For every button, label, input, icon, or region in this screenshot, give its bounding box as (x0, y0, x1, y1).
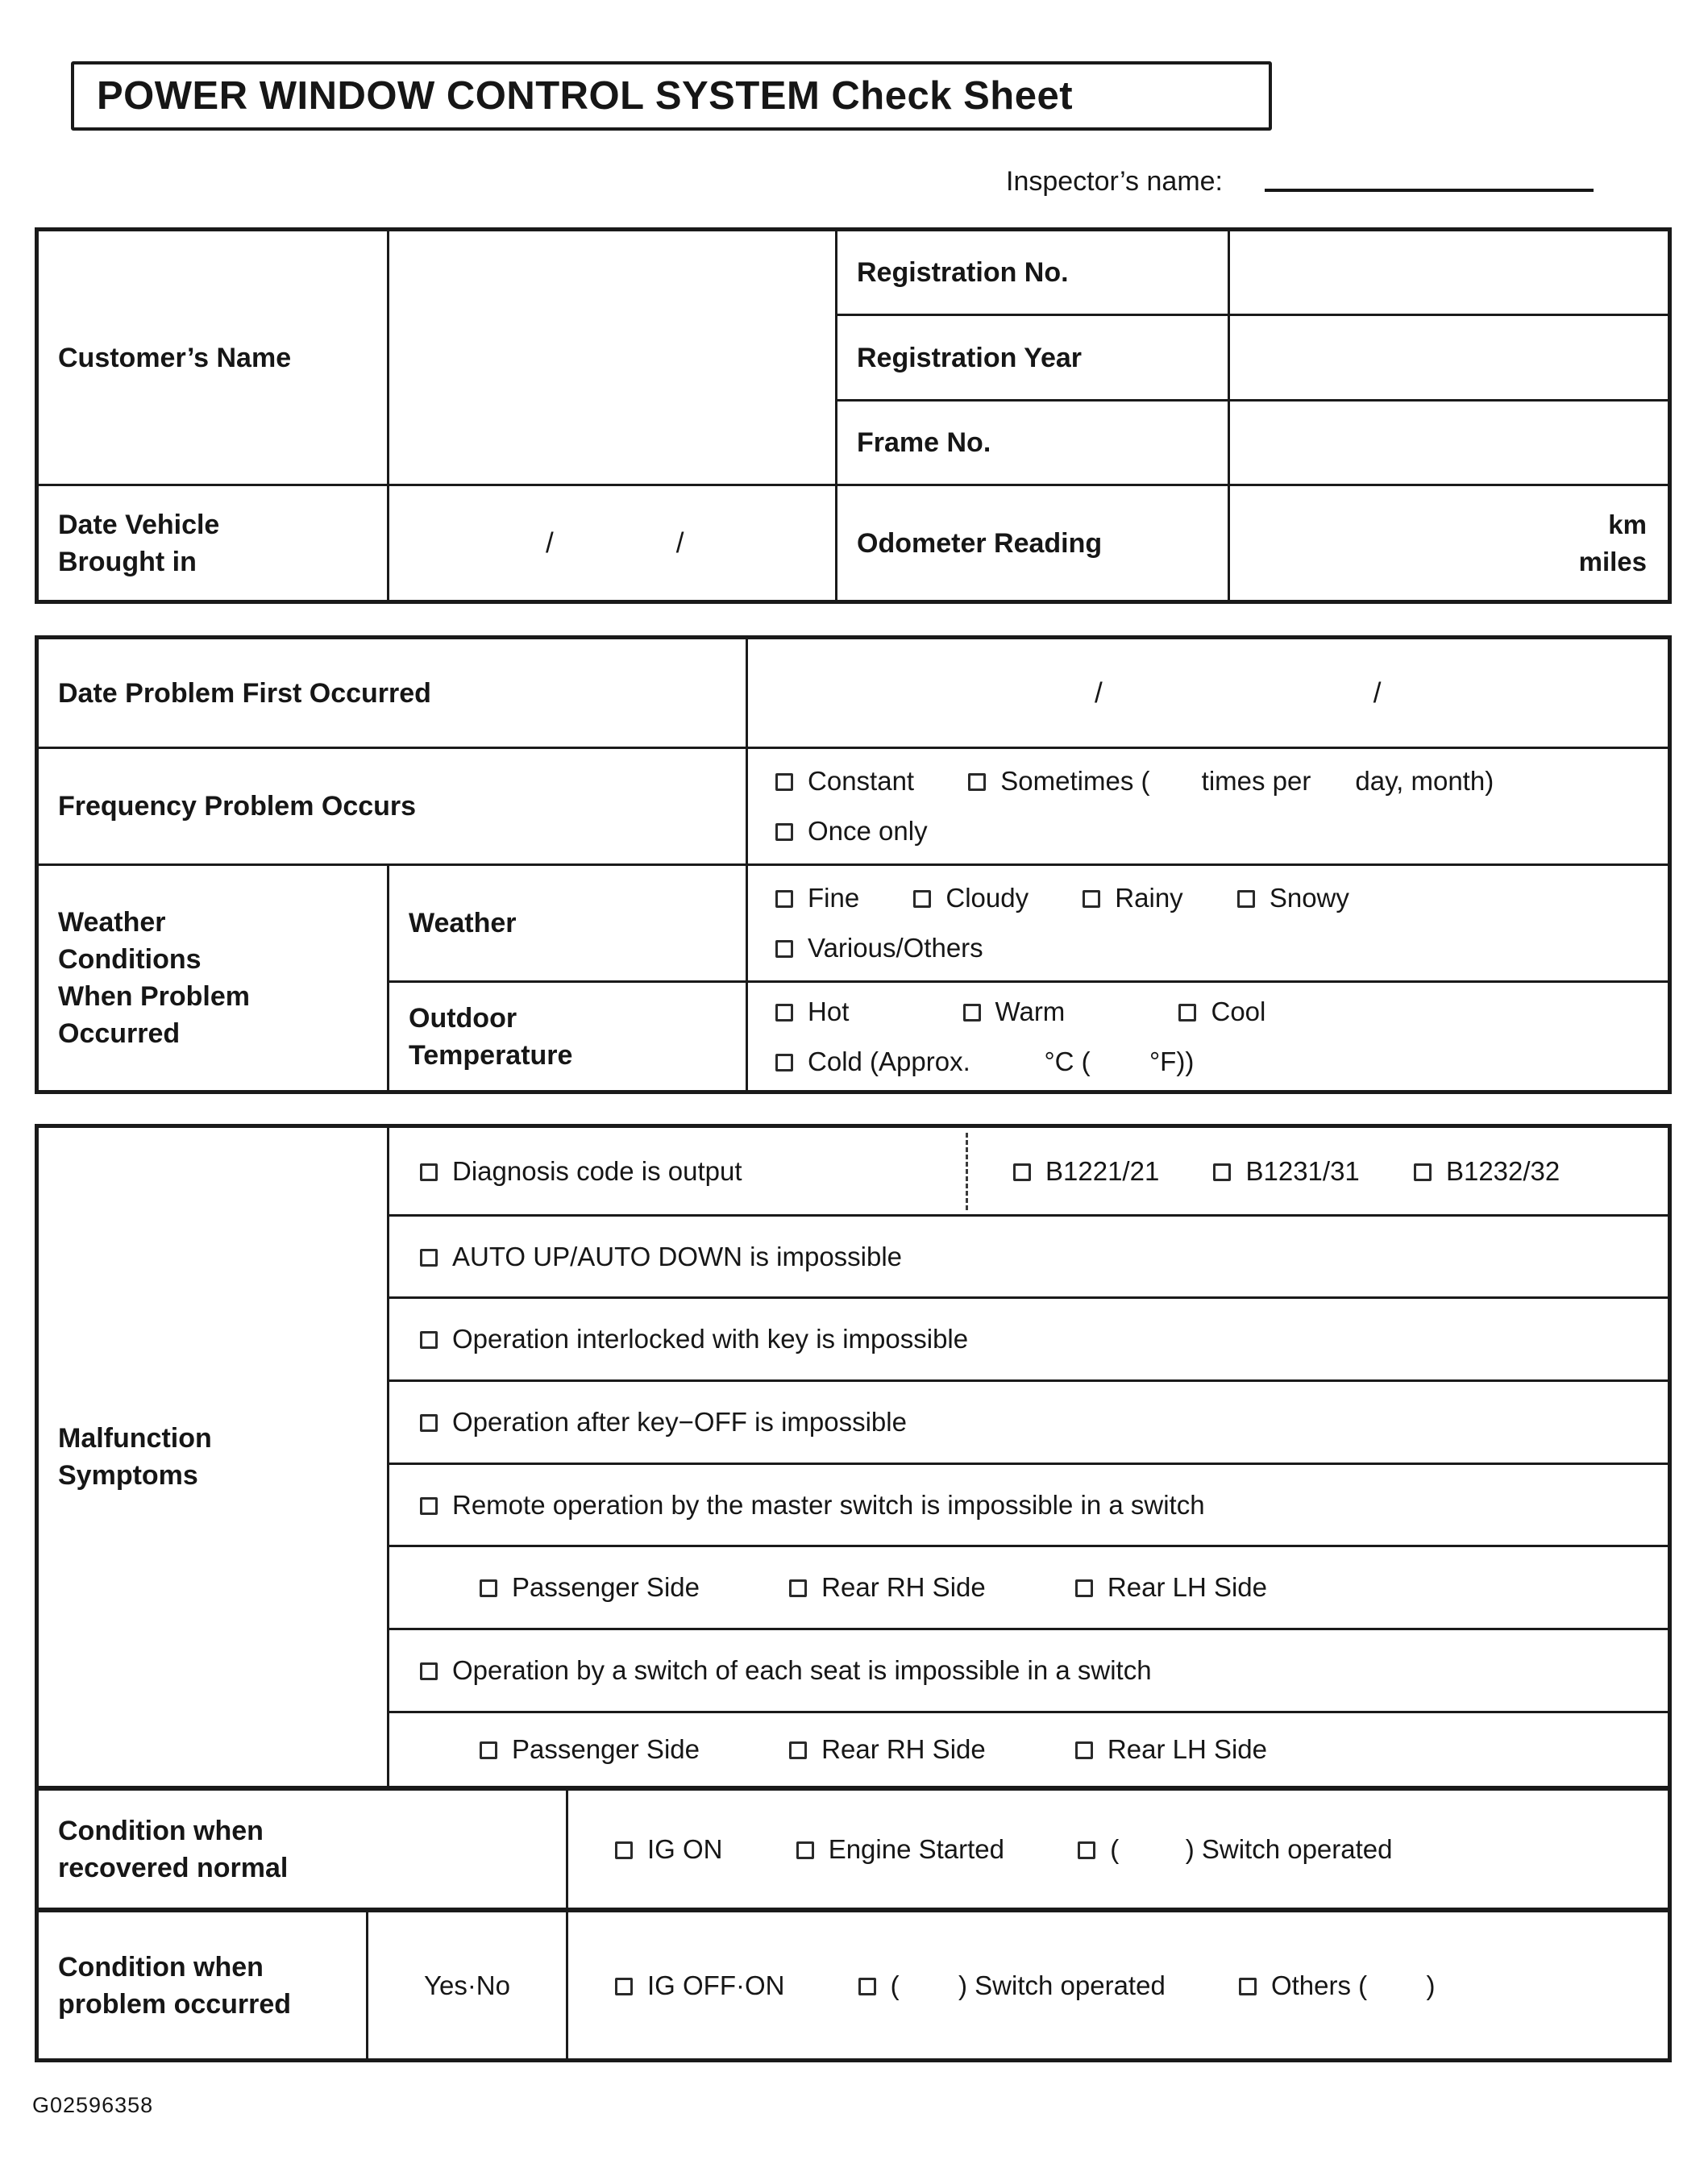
various-others-checkbox[interactable] (775, 940, 793, 958)
key-interlock-checkbox[interactable] (420, 1331, 438, 1349)
cold-label: Cold (Approx. °C ( °F)) (808, 1046, 1195, 1076)
option-seat-rear-lh-side (1075, 1734, 1267, 1764)
remote-passenger-side-checkbox[interactable] (480, 1579, 497, 1597)
seat-passenger-side-label: Passenger Side (512, 1734, 700, 1764)
sometimes-label: Sometimes ( times per day, month) (1000, 766, 1494, 796)
option-seat-passenger-side (480, 1734, 700, 1764)
weather-conditions-line1: Weather (58, 907, 166, 938)
option-others (1239, 1970, 1436, 2000)
frequency-problem-occurs-label: Frequency Problem Occurs (37, 748, 747, 865)
option-seat-rear-rh-side (789, 1734, 986, 1764)
fine-checkbox[interactable] (775, 890, 793, 908)
outdoor-temperature-line2: Temperature (409, 1039, 573, 1071)
others-label: Others ( ) (1270, 1970, 1436, 2000)
date-problem-first-occurred-label: Date Problem First Occurred (37, 638, 747, 748)
date-slash: / (1095, 676, 1103, 709)
warm-checkbox[interactable] (963, 1004, 981, 1022)
weather-conditions-line2: Conditions (58, 944, 202, 975)
symptom-each-seat-row (389, 1629, 1670, 1712)
condition-recovered-table (35, 1787, 1672, 1912)
symptom-auto-row (389, 1216, 1670, 1298)
code-b1231-checkbox[interactable] (1213, 1163, 1231, 1181)
hot-checkbox[interactable] (775, 1004, 793, 1022)
symptom-key-interlock-row (389, 1298, 1670, 1381)
recovered-switch-checkbox[interactable] (1078, 1841, 1095, 1859)
option-code-b1221 (1013, 1156, 1159, 1186)
date-problem-value-cell[interactable] (747, 638, 1670, 748)
code-b1231-label: B1231/31 (1245, 1155, 1360, 1186)
date-brought-in-value-cell[interactable] (389, 485, 837, 602)
frame-no-value-cell[interactable] (1229, 401, 1670, 485)
seat-rear-rh-checkbox[interactable] (789, 1741, 807, 1759)
option-engine-started (796, 1834, 1004, 1864)
odometer-unit-miles: miles (1578, 546, 1647, 576)
problem-switch-label: ( ) Switch operated (890, 1970, 1166, 2000)
option-rainy (1083, 883, 1182, 913)
inspector-row (1006, 166, 1594, 198)
condition-recovered-label (37, 1789, 567, 1910)
weather-conditions-line3: When Problem (58, 981, 251, 1012)
registration-no-label: Registration No. (837, 230, 1229, 315)
key-off-checkbox[interactable] (420, 1414, 438, 1432)
registration-no-value-cell[interactable] (1229, 230, 1670, 315)
snowy-checkbox[interactable] (1237, 890, 1255, 908)
recovered-switch-label: ( ) Switch operated (1110, 1833, 1393, 1864)
seat-rear-lh-label: Rear LH Side (1107, 1734, 1268, 1764)
option-sometimes (968, 766, 1494, 796)
weather-options-line1 (775, 873, 1668, 923)
diagnosis-codes-group (968, 1156, 1560, 1187)
malfunction-symptoms-label (37, 1126, 389, 1788)
date-slash: / (675, 526, 684, 559)
weather-label: Weather (389, 865, 747, 982)
temperature-options-line1 (775, 987, 1668, 1037)
auto-up-down-label: AUTO UP/AUTO DOWN is impossible (452, 1241, 903, 1271)
constant-checkbox[interactable] (775, 773, 793, 791)
title-box (71, 61, 1272, 131)
ig-on-checkbox[interactable] (615, 1841, 633, 1859)
seat-passenger-side-checkbox[interactable] (480, 1741, 497, 1759)
option-once-only (775, 816, 928, 846)
option-cool (1178, 997, 1265, 1026)
remote-rear-rh-checkbox[interactable] (789, 1579, 807, 1597)
date-vehicle-brought-in-label (37, 485, 389, 602)
remote-rear-rh-label: Rear RH Side (821, 1572, 986, 1602)
once-only-checkbox[interactable] (775, 823, 793, 841)
once-only-label: Once only (808, 816, 928, 846)
condition-recovered-line1: Condition when (58, 1815, 264, 1846)
weather-conditions-label (37, 865, 389, 1092)
customer-name-label: Customer’s Name (37, 230, 389, 485)
option-cloudy (913, 883, 1029, 913)
ig-on-label: IG ON (647, 1833, 723, 1864)
cool-checkbox[interactable] (1178, 1004, 1196, 1022)
customer-name-value-cell[interactable] (389, 230, 837, 485)
symptom-remote-row (389, 1464, 1670, 1546)
code-b1221-checkbox[interactable] (1013, 1163, 1031, 1181)
malfunction-symptoms-table (35, 1124, 1672, 1790)
option-hot (775, 997, 849, 1026)
option-code-b1231 (1213, 1156, 1359, 1186)
remote-operation-checkbox[interactable] (420, 1497, 438, 1515)
problem-switch-checkbox[interactable] (858, 1978, 876, 1995)
odometer-value-cell[interactable] (1229, 485, 1670, 602)
malfunction-label-line2: Symptoms (58, 1460, 198, 1491)
symptom-key-off-row (389, 1381, 1670, 1464)
option-snowy (1237, 883, 1349, 913)
frequency-options-line1 (775, 756, 1668, 806)
option-constant (775, 766, 914, 796)
temperature-options-cell (747, 982, 1670, 1092)
each-seat-label: Operation by a switch of each seat is impossible in a switch (452, 1655, 1152, 1685)
ig-off-on-checkbox[interactable] (615, 1978, 633, 1995)
weather-options-line2 (775, 923, 1668, 973)
option-warm (963, 997, 1066, 1026)
engine-started-label: Engine Started (828, 1833, 1005, 1864)
condition-problem-line1: Condition when (58, 1951, 264, 1983)
warm-label: Warm (995, 996, 1066, 1026)
frequency-options-cell (747, 748, 1670, 865)
figure-code: G02596358 (32, 2093, 154, 2117)
various-others-label: Various/Others (808, 933, 983, 963)
cloudy-label: Cloudy (945, 883, 1029, 913)
date-vehicle-label-line2: Brought in (58, 546, 197, 577)
condition-recovered-line2: recovered normal (58, 1852, 289, 1883)
problem-info-section (35, 635, 1672, 1094)
date-vehicle-label-line1: Date Vehicle (58, 509, 220, 540)
remote-operation-label: Remote operation by the master switch is impossible in a switch (452, 1489, 1205, 1520)
yes-no-cell[interactable]: Yes·No (368, 1911, 567, 2061)
snowy-label: Snowy (1269, 883, 1349, 913)
engine-started-checkbox[interactable] (796, 1841, 814, 1859)
cloudy-checkbox[interactable] (913, 890, 931, 908)
problem-info-table (35, 635, 1672, 1094)
option-recovered-switch-operated (1078, 1834, 1392, 1864)
sometimes-checkbox[interactable] (968, 773, 986, 791)
seat-rear-rh-label: Rear RH Side (821, 1734, 986, 1764)
option-code-b1232 (1414, 1156, 1560, 1186)
malfunction-section (35, 1124, 1672, 2062)
condition-recovered-options (567, 1789, 1670, 1910)
outdoor-temperature-label (389, 982, 747, 1092)
frequency-options-line2 (775, 806, 1668, 856)
option-ig-off-on (615, 1970, 784, 2000)
condition-problem-options (567, 1911, 1670, 2061)
ig-off-on-label: IG OFF·ON (647, 1970, 785, 2000)
odometer-unit-km: km (1608, 509, 1647, 539)
option-remote-rear-lh-side (1075, 1572, 1267, 1602)
remote-rear-lh-label: Rear LH Side (1107, 1572, 1268, 1602)
remote-passenger-side-label: Passenger Side (512, 1572, 700, 1602)
condition-problem-line2: problem occurred (58, 1988, 292, 2020)
key-interlock-label: Operation interlocked with key is impossible (452, 1324, 969, 1354)
vehicle-info-table (35, 227, 1672, 604)
remote-sides-row (389, 1546, 1670, 1629)
malfunction-label-line1: Malfunction (58, 1423, 212, 1454)
diagnosis-code-checkbox[interactable] (420, 1163, 438, 1181)
rainy-checkbox[interactable] (1083, 890, 1100, 908)
temperature-options-line2 (775, 1037, 1668, 1087)
page-title: POWER WINDOW CONTROL SYSTEM Check Sheet (97, 74, 1074, 118)
each-seat-sides-row (389, 1712, 1670, 1788)
others-checkbox[interactable] (1239, 1978, 1257, 1995)
odometer-reading-label: Odometer Reading (837, 485, 1229, 602)
each-seat-checkbox[interactable] (420, 1662, 438, 1680)
seat-rear-lh-checkbox[interactable] (1075, 1741, 1093, 1759)
registration-year-label: Registration Year (837, 315, 1229, 401)
option-various-others (775, 933, 983, 963)
frame-no-label: Frame No. (837, 401, 1229, 485)
code-b1221-label: B1221/21 (1045, 1155, 1160, 1186)
date-slash: / (1373, 676, 1382, 709)
condition-problem-table (35, 1908, 1672, 2062)
key-off-label: Operation after key−OFF is impossible (452, 1407, 907, 1437)
diagnosis-code-label: Diagnosis code is output (452, 1155, 742, 1186)
weather-conditions-line4: Occurred (58, 1018, 181, 1049)
fine-label: Fine (808, 883, 860, 913)
option-cold (775, 1046, 1194, 1076)
option-problem-switch-operated (858, 1970, 1166, 2000)
constant-label: Constant (808, 766, 915, 796)
option-diagnosis-code (389, 1156, 966, 1187)
vehicle-info-section (35, 227, 1672, 604)
hot-label: Hot (808, 996, 850, 1026)
option-fine (775, 883, 859, 913)
cold-checkbox[interactable] (775, 1054, 793, 1071)
remote-rear-lh-checkbox[interactable] (1075, 1579, 1093, 1597)
inspector-name-line[interactable] (1265, 184, 1594, 192)
registration-year-value-cell[interactable] (1229, 315, 1670, 401)
option-remote-passenger-side (480, 1572, 700, 1602)
diagnosis-code-flex (389, 1130, 1668, 1213)
code-b1232-label: B1232/32 (1445, 1155, 1560, 1186)
auto-up-down-checkbox[interactable] (420, 1249, 438, 1267)
option-remote-rear-rh-side (789, 1572, 986, 1602)
date-slash: / (546, 526, 554, 559)
code-b1232-checkbox[interactable] (1414, 1163, 1432, 1181)
outdoor-temperature-line1: Outdoor (409, 1002, 517, 1034)
diagnosis-code-row (389, 1126, 1670, 1216)
weather-options-cell (747, 865, 1670, 982)
condition-problem-label (37, 1911, 368, 2061)
cool-label: Cool (1211, 996, 1266, 1026)
rainy-label: Rainy (1115, 883, 1183, 913)
option-ig-on (615, 1834, 723, 1864)
inspector-name-label: Inspector’s name: (1006, 166, 1223, 197)
